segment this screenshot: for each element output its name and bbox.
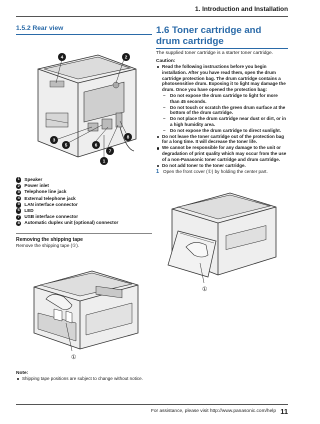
caution-dash-item: – Do not touch or scratch the green drum surface at the bottom of the drum cartridge. (156, 105, 288, 117)
header-divider (16, 16, 288, 17)
page-footer (16, 404, 288, 418)
callout-number: 3 (17, 189, 20, 194)
removing-tape-text: Remove the shipping tape (①). (16, 242, 80, 248)
open-cover-figure (156, 179, 288, 297)
left-column (16, 20, 152, 381)
right-column (156, 20, 288, 297)
callout-label: USB interface connector (24, 214, 78, 220)
step-number: 1 (156, 168, 160, 175)
caution-dash-item: – Do not expose the drum cartridge to direct sunlight. (156, 128, 288, 134)
front-cover-marker: ① (202, 287, 208, 294)
step-1 (156, 169, 288, 175)
callout-list (16, 177, 152, 227)
caution-heading: Caution: (156, 59, 176, 64)
callout-number: 1 (17, 177, 20, 182)
section-divider (16, 233, 152, 234)
figure-marker-8: 8 (126, 134, 130, 140)
page-number: 11 (280, 407, 288, 416)
callout-label: LAN interface connector (24, 201, 78, 207)
caution-bullet: Do not leave the toner cartridge out of the protection bag for a long time. It will decrease the toner life. (156, 134, 288, 146)
callout-label: Power inlet (24, 183, 49, 189)
step-text: Open the front cover (①) by holding the center part. (163, 169, 268, 175)
callout-number: 2 (17, 183, 20, 188)
caution-dash-item: – Do not expose the drum cartridge to light for more than 45 seconds. (156, 93, 288, 105)
callout-item (16, 220, 152, 226)
chapter-title: 1. Introduction and Installation (194, 6, 288, 13)
help-text: For assistance, please visit http://www.panasonic.com/help (150, 409, 276, 414)
callout-label: LED (24, 208, 34, 214)
figure-marker-6: 6 (94, 142, 98, 148)
figure-marker-2: 2 (124, 54, 128, 60)
printer-rear-illustration (16, 39, 152, 173)
rear-view-figure (16, 39, 152, 173)
figure-marker-1: 1 (102, 158, 106, 164)
rear-view-title: 1.5.2 Rear view (16, 20, 152, 35)
shipping-tape-figure (16, 253, 152, 365)
figure-marker-5: 5 (64, 142, 68, 148)
printer-open-cover-illustration (156, 179, 288, 297)
note-heading: Note: (16, 370, 29, 376)
caution-bullet: We cannot be responsible for any damage to the unit or degradation of print quality which may occur from the use of a non-Panasonic toner cartridge and drum cartridge. (156, 145, 288, 162)
figure-marker-7: 7 (108, 148, 112, 154)
callout-label: Telephone line jack (24, 189, 67, 195)
toner-section-title: 1.6 Toner cartridge and drum cartridge (156, 25, 262, 47)
callout-number: 6 (17, 208, 20, 213)
callout-label: External telephone jack (24, 195, 76, 201)
callout-number: 4 (17, 196, 20, 201)
caution-dash-item: – Do not place the drum cartridge near dust or dirt, or in a high humidity area. (156, 116, 288, 128)
caution-bullet: Do not add toner to the toner cartridge. (156, 163, 288, 169)
removing-tape-heading: Removing the shipping tape (16, 236, 83, 243)
printer-front-illustration (16, 253, 152, 365)
callout-label: Automatic duplex unit (optional) connector (24, 220, 119, 226)
title-divider (156, 48, 288, 49)
caution-bullet: Read the following instructions before you begin installation. After you have read them, open the drum cartridge protection bag. The drum cartridge contains a photosensitive drum. Exposing it to light may damage the drum. Once you have opened the protection bag: (156, 64, 288, 93)
note-text: Shipping tape positions are subject to change without notice. (16, 376, 152, 382)
intro-text: The supplied toner cartridge is a starter toner cartridge. (156, 51, 274, 56)
callout-label: Speaker (24, 177, 43, 182)
figure-marker-4: 4 (60, 54, 64, 60)
callout-number: 8 (17, 220, 20, 225)
shipping-tape-marker: ① (71, 354, 77, 361)
figure-marker-3: 3 (52, 137, 56, 143)
callout-number: 7 (17, 214, 20, 219)
page-header (0, 0, 300, 20)
callout-number: 5 (17, 202, 20, 207)
